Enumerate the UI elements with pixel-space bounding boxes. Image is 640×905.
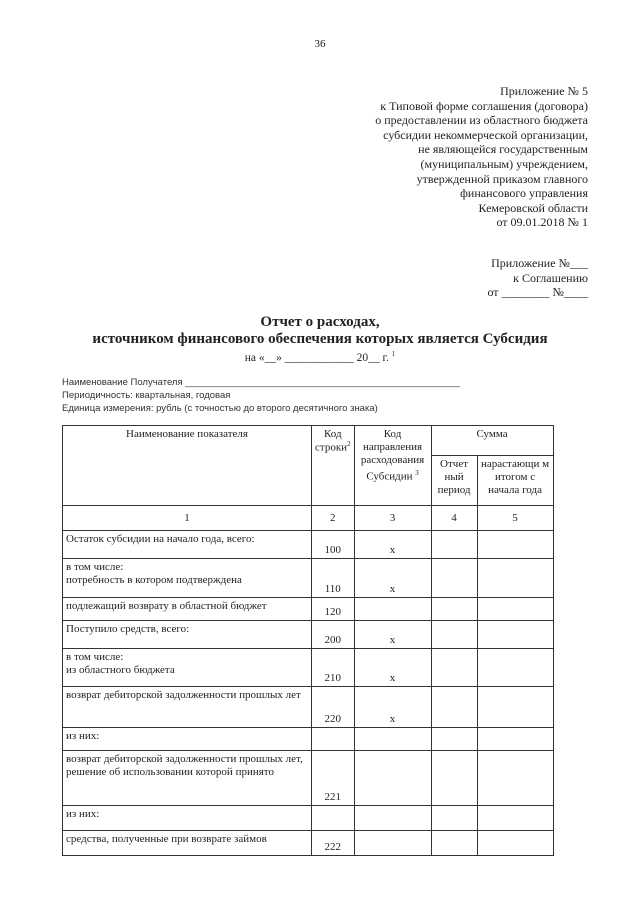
table-row	[63, 531, 554, 559]
row-period-value	[431, 598, 477, 621]
row-name: в том числе: из областного бюджета	[63, 649, 312, 687]
text-line: не являющейся государственным	[418, 142, 588, 157]
row-direction-code	[354, 831, 431, 856]
row-cumulative-value	[477, 531, 553, 559]
header-code: Код строки$^2$	[312, 426, 355, 506]
header-direction: Код направления расходования Субсидии $^3$	[354, 426, 431, 506]
row-cumulative-value	[477, 728, 553, 751]
row-code: 120	[312, 598, 355, 621]
row-period-value	[431, 559, 477, 598]
row-direction-code	[354, 728, 431, 751]
text-line: Кемеровской области	[478, 200, 588, 215]
title-line-1: Отчет о расходах,	[260, 314, 380, 330]
text-line: финансового управления	[460, 186, 588, 201]
unit-of-measure: Единица измерения: рубль (с точностью до второго десятичного знака)	[62, 403, 378, 414]
title-line-2: источником финансового обеспечения которых является Субсидия	[92, 331, 548, 347]
row-direction-code	[354, 751, 431, 806]
row-name: средства, полученные при возврате займов	[63, 831, 312, 856]
table-row	[63, 598, 554, 621]
table-row	[63, 831, 554, 856]
row-name: в том числе: потребность в котором подтверждена	[63, 559, 312, 598]
date-footnote: 1	[391, 350, 396, 358]
row-direction-code: x	[354, 559, 431, 598]
text-line: (муниципальным) учреждением,	[420, 156, 588, 171]
report-table	[62, 425, 554, 856]
row-cumulative-value	[477, 831, 553, 856]
table-row	[63, 649, 554, 687]
row-code: 100	[312, 531, 355, 559]
table-row	[63, 621, 554, 649]
column-number: 3	[354, 506, 431, 531]
header-sum: Сумма	[431, 426, 553, 456]
table-row	[63, 728, 554, 751]
text-line: к Типовой форме соглашения (договора)	[380, 98, 588, 113]
row-name: из них:	[63, 728, 312, 751]
row-code	[312, 806, 355, 831]
appendix-block	[375, 84, 588, 230]
table-row	[63, 559, 554, 598]
text-line: от ________ №____	[487, 285, 588, 300]
row-period-value	[431, 621, 477, 649]
recipient-name: Наименование Получателя ____________________________________________________	[62, 377, 460, 388]
column-numbers-row	[63, 506, 554, 531]
row-name: из них:	[63, 806, 312, 831]
periodicity: Периодичность: квартальная, годовая	[62, 390, 231, 401]
row-direction-code	[354, 806, 431, 831]
text-line: утвержденной приказом главного	[416, 171, 588, 186]
text-line: о предоставлении из областного бюджета	[375, 113, 588, 128]
agreement-block	[487, 256, 588, 300]
row-code: 200	[312, 621, 355, 649]
row-direction-code: x	[354, 621, 431, 649]
row-cumulative-value	[477, 687, 553, 728]
row-code: 210	[312, 649, 355, 687]
page-number: 36	[314, 38, 326, 50]
report-date	[0, 350, 640, 364]
row-direction-code: x	[354, 687, 431, 728]
table-row	[63, 751, 554, 806]
row-direction-code: x	[354, 531, 431, 559]
row-period-value	[431, 806, 477, 831]
row-cumulative-value	[477, 598, 553, 621]
row-code: 221	[312, 751, 355, 806]
row-cumulative-value	[477, 649, 553, 687]
row-code	[312, 728, 355, 751]
row-name: Поступило средств, всего:	[63, 621, 312, 649]
row-name: возврат дебиторской задолженности прошлых лет, решение об использовании которой принято	[63, 751, 312, 806]
column-number: 5	[477, 506, 553, 531]
header-cumulative: нарастающи м итогом с начала года	[477, 456, 553, 506]
text-line: от 09.01.2018 № 1	[496, 215, 588, 230]
text-line: Приложение № 5	[500, 84, 588, 98]
report-title	[0, 314, 640, 348]
row-name: подлежащий возврату в областной бюджет	[63, 598, 312, 621]
table-row	[63, 806, 554, 831]
column-number: 4	[431, 506, 477, 531]
text-line: Приложение №___	[491, 256, 588, 270]
row-cumulative-value	[477, 559, 553, 598]
text-line: к Соглашению	[513, 270, 588, 285]
row-cumulative-value	[477, 621, 553, 649]
row-period-value	[431, 751, 477, 806]
column-number: 1	[63, 506, 312, 531]
row-name: Остаток субсидии на начало года, всего:	[63, 531, 312, 559]
row-period-value	[431, 831, 477, 856]
row-period-value	[431, 687, 477, 728]
row-code: 110	[312, 559, 355, 598]
header-name: Наименование показателя	[63, 426, 312, 506]
date-line: на «__» ____________ 20__ г.	[244, 351, 389, 364]
row-name: возврат дебиторской задолженности прошлых лет	[63, 687, 312, 728]
row-code: 222	[312, 831, 355, 856]
row-period-value	[431, 649, 477, 687]
column-number: 2	[312, 506, 355, 531]
row-direction-code: x	[354, 649, 431, 687]
row-period-value	[431, 728, 477, 751]
header-period: Отчет ный период	[431, 456, 477, 506]
table-row	[63, 687, 554, 728]
row-cumulative-value	[477, 751, 553, 806]
row-direction-code	[354, 598, 431, 621]
text-line: субсидии некоммерческой организации,	[383, 127, 588, 142]
row-period-value	[431, 531, 477, 559]
row-cumulative-value	[477, 806, 553, 831]
row-code: 220	[312, 687, 355, 728]
